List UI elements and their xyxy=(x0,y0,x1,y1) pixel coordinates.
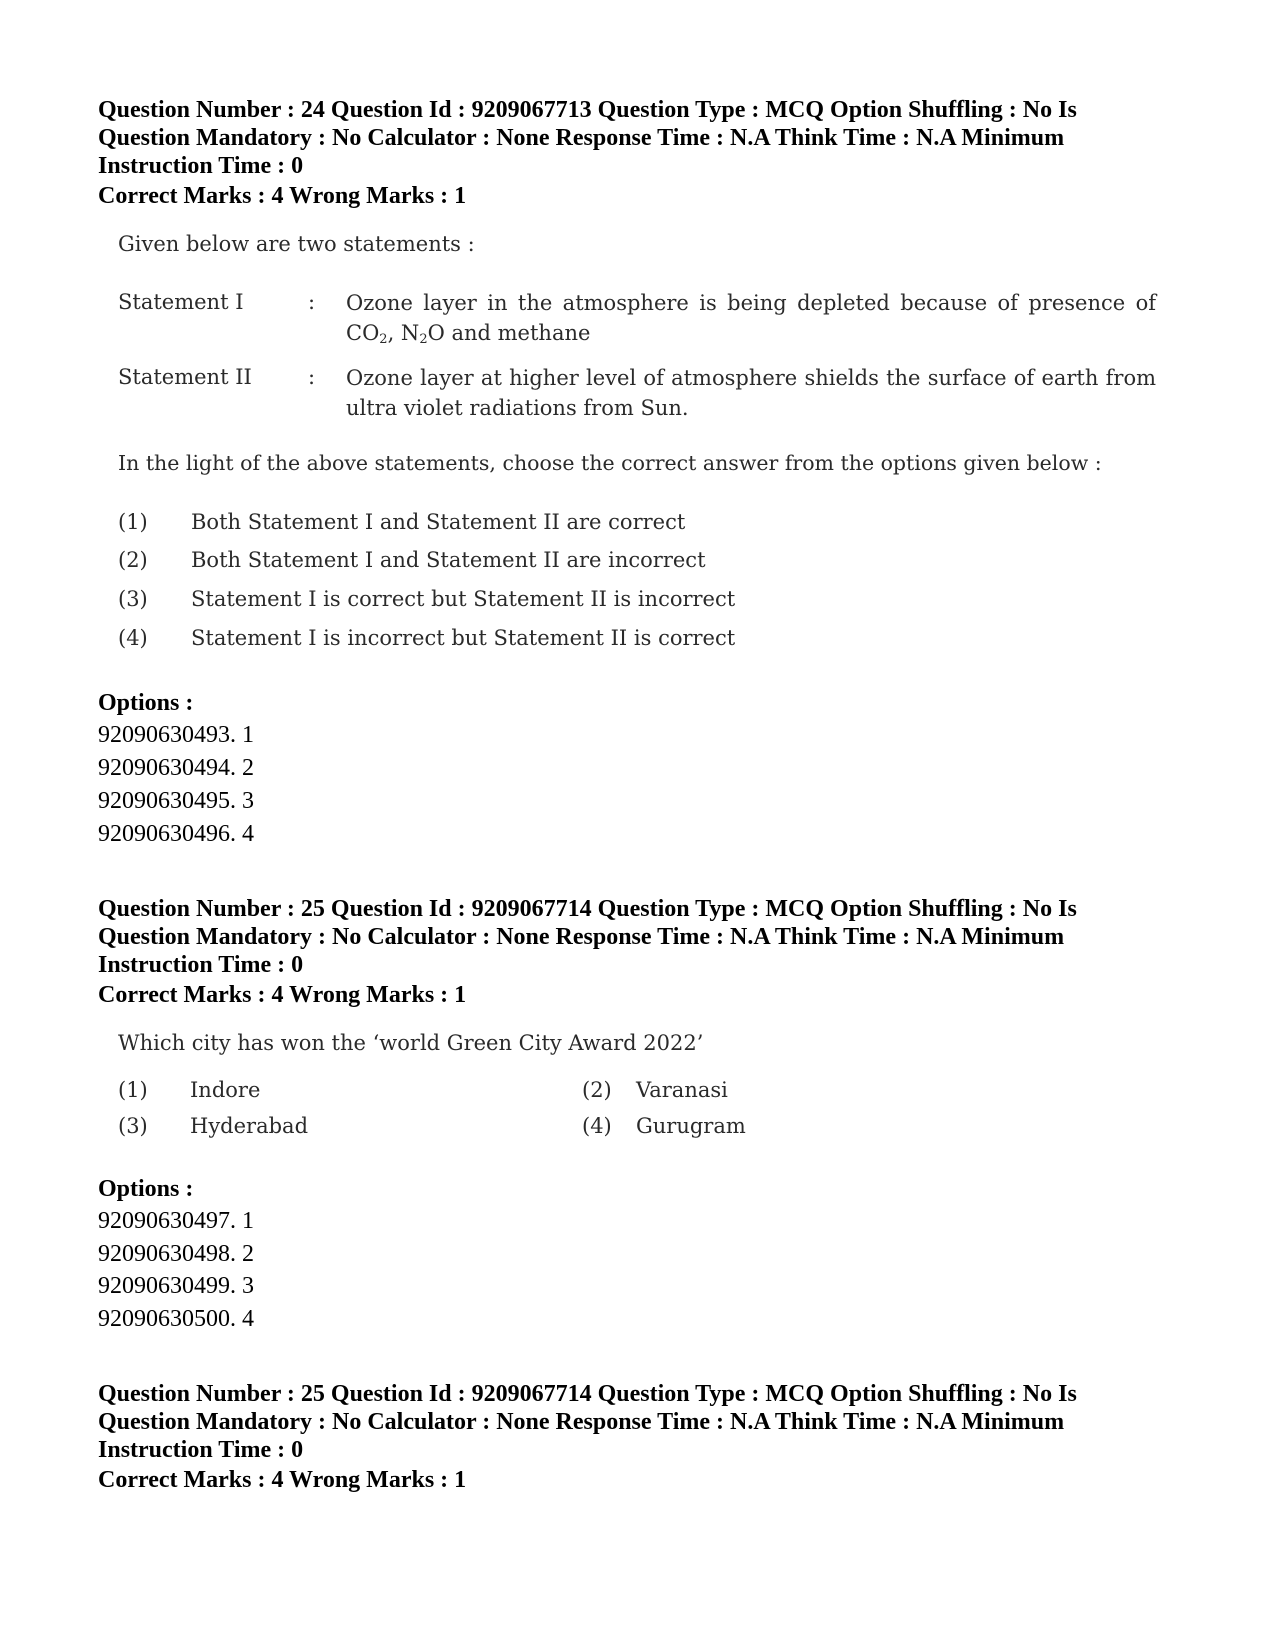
choice-number: (1) xyxy=(118,510,148,534)
choice-number: (4) xyxy=(118,626,148,650)
statement-colon: : xyxy=(308,290,316,314)
option-id: 92090630494. 2 xyxy=(98,755,254,781)
question-prompt: Which city has won the ‘world Green City Award 2022’ xyxy=(118,1031,704,1055)
options-heading: Options : xyxy=(98,690,194,716)
statement-colon: : xyxy=(308,365,316,389)
choice-number: (3) xyxy=(118,587,148,611)
question-header: Question Number : 24 Question Id : 9209067713 Question Type : MCQ Option Shuffling : No Is Question Mandatory : No Calculator : None Response Time : N.A Think Time : N.A Minimum Instruction Time : 0 xyxy=(98,97,1077,179)
choice-text: Indore xyxy=(190,1078,261,1102)
choice-number: (1) xyxy=(118,1078,148,1102)
question-prompt: In the light of the above statements, choose the correct answer from the options given below : xyxy=(118,451,1102,475)
choice-text: Statement I is correct but Statement II is incorrect xyxy=(191,587,736,611)
option-id: 92090630498. 2 xyxy=(98,1241,254,1267)
question-marks: Correct Marks : 4 Wrong Marks : 1 xyxy=(98,183,467,209)
statement-label: Statement II xyxy=(118,365,252,389)
choice-number: (2) xyxy=(582,1078,612,1102)
choice-text: Both Statement I and Statement II are incorrect xyxy=(191,548,706,572)
option-id: 92090630495. 3 xyxy=(98,788,254,814)
option-id: 92090630500. 4 xyxy=(98,1306,254,1332)
question-marks: Correct Marks : 4 Wrong Marks : 1 xyxy=(98,1467,467,1493)
question-intro: Given below are two statements : xyxy=(118,232,475,256)
choice-text: Both Statement I and Statement II are correct xyxy=(191,510,686,534)
option-id: 92090630499. 3 xyxy=(98,1273,254,1299)
options-heading: Options : xyxy=(98,1176,194,1202)
choice-number: (3) xyxy=(118,1114,148,1138)
question-marks: Correct Marks : 4 Wrong Marks : 1 xyxy=(98,982,467,1008)
statement-text: Ozone layer in the atmosphere is being depleted because of presence of $CO_2$, $N_2O$ and methane xyxy=(346,291,1156,347)
option-id: 92090630497. 1 xyxy=(98,1208,254,1234)
choice-text: Gurugram xyxy=(636,1114,746,1138)
statement-label: Statement I xyxy=(118,290,244,314)
statement-text: Ozone layer at higher level of atmosphere shields the surface of earth from ultra violet radiations from Sun. xyxy=(346,366,1156,420)
choice-text: Varanasi xyxy=(636,1078,728,1102)
question-header: Question Number : 25 Question Id : 9209067714 Question Type : MCQ Option Shuffling : No Is Question Mandatory : No Calculator : None Response Time : N.A Think Time : N.A Minimum Instruction Time : 0 xyxy=(98,1381,1077,1463)
choice-number: (2) xyxy=(118,548,148,572)
option-id: 92090630496. 4 xyxy=(98,821,254,847)
choice-text: Statement I is incorrect but Statement II is correct xyxy=(191,626,736,650)
question-header: Question Number : 25 Question Id : 9209067714 Question Type : MCQ Option Shuffling : No Is Question Mandatory : No Calculator : None Response Time : N.A Think Time : N.A Minimum Instruction Time : 0 xyxy=(98,896,1077,978)
choice-text: Hyderabad xyxy=(190,1114,309,1138)
option-id: 92090630493. 1 xyxy=(98,722,254,748)
choice-number: (4) xyxy=(582,1114,612,1138)
